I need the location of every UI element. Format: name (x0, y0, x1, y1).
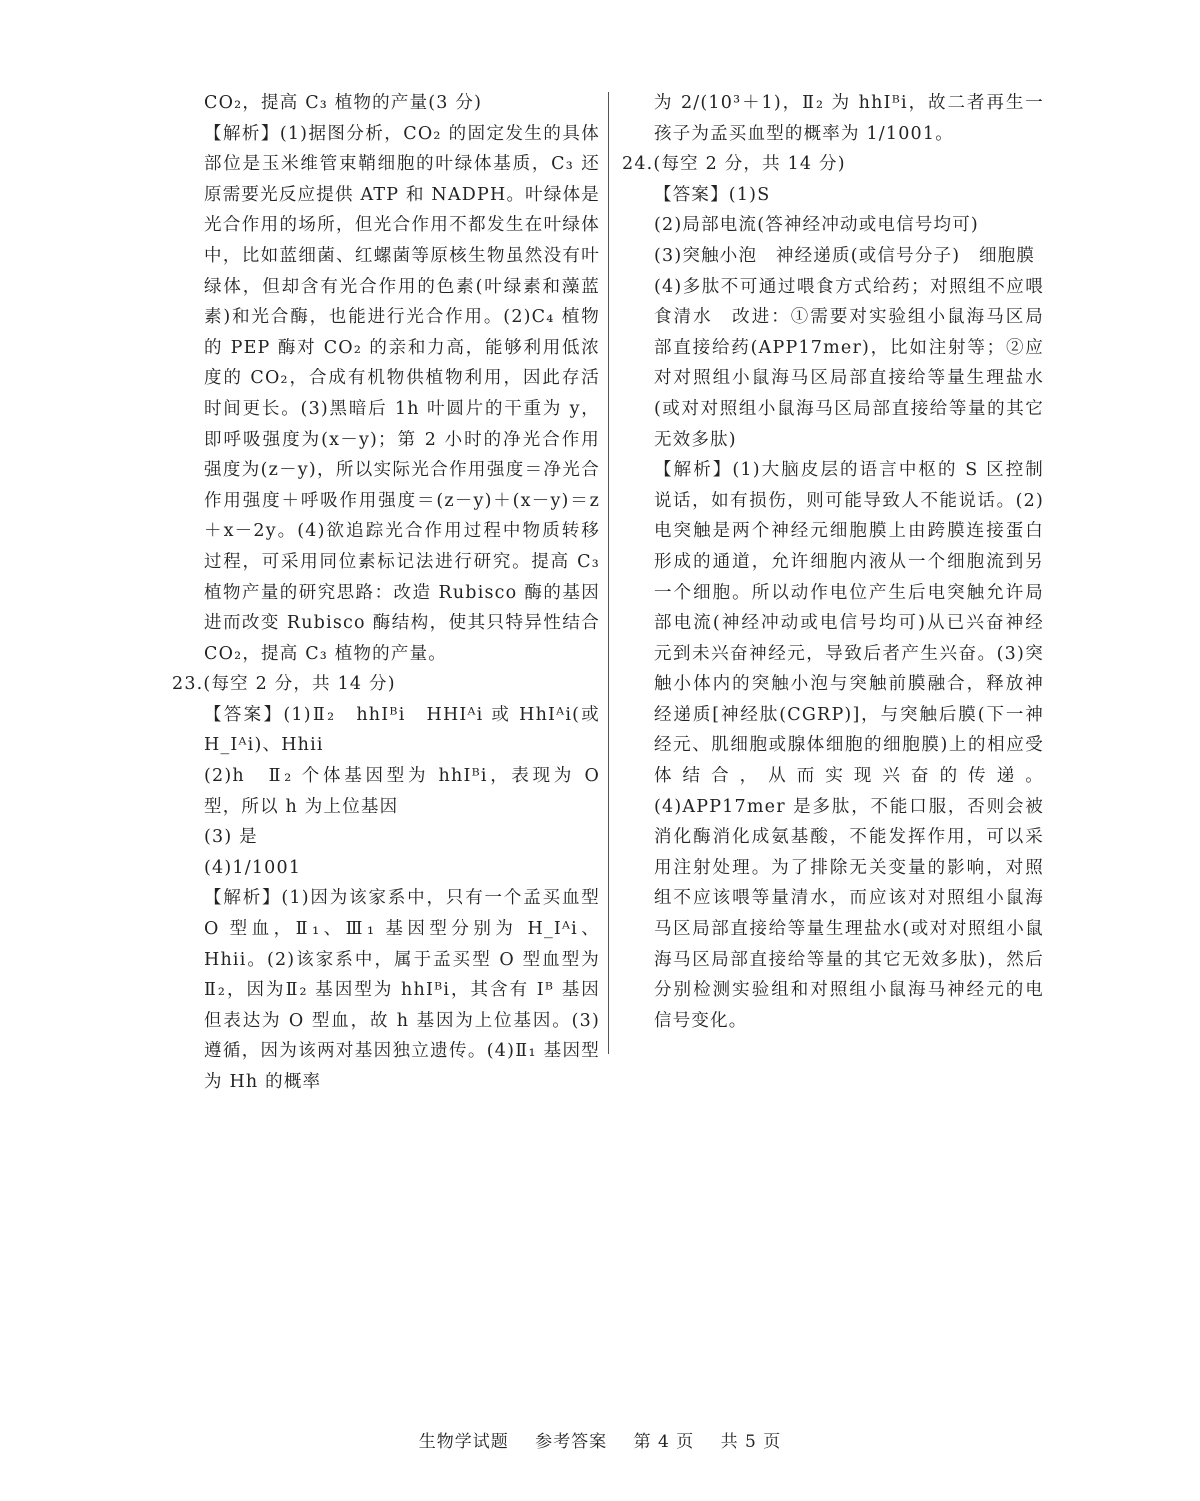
answer-24-part1: 【答案】(1)S (654, 184, 771, 205)
footer-page: 第 4 页 (633, 1432, 695, 1452)
page-footer (0, 1427, 1200, 1452)
answer-24-part3: (3)突触小泡 神经递质(或信号分子) 细胞膜 (654, 245, 1036, 266)
footer-total: 共 5 页 (720, 1432, 782, 1452)
explanation-23: 【解析】(1)因为该家系中，只有一个孟买血型 O 型血，Ⅱ₁、Ⅲ₁ 基因型分别为 H_Iᴬi、Hhii。(2)该家系中，属于孟买型 O 型血型为Ⅱ₂，因为Ⅱ₂ 基因型为 hhIᴮi，其含有 Iᴮ 基因但表达为 O 型血，故 h 基因为上位基因。(3)遵循，因为该两对基因独立遗传。(4)Ⅱ₁ 基因型为 Hh 的概率 (204, 888, 600, 1092)
column-divider (608, 92, 609, 1054)
answer-23-part2: (2)h Ⅱ₂ 个体基因型为 hhIᴮi，表现为 O 型，所以 h 为上位基因 (204, 766, 600, 817)
right-column (622, 88, 1044, 1036)
answer-24-part4: (4)多肽不可通过喂食方式给药；对照组不应喂食清水 改进：①需要对实验组小鼠海马区局部直接给药(APP17mer)，比如注射等；②应对对照组小鼠海马区局部直接给等量生理盐水(或对对照组小鼠海马区局部直接给等量的其它无效多肽) (654, 276, 1044, 450)
right-continuation: 为 2/(10³＋1)，Ⅱ₂ 为 hhIᴮi，故二者再生一孩子为孟买血型的概率为 1/1001。 (654, 93, 1044, 144)
answer-23-part3: (3) 是 (204, 827, 258, 848)
answer-23-part1: 【答案】(1)Ⅱ₂ hhIᴮi HHIᴬi 或 HhIᴬi(或 H_Iᴬi)、Hhii (204, 704, 600, 756)
answer-23-part4: (4)1/1001 (204, 857, 302, 878)
footer-subject: 生物学试题 (418, 1432, 509, 1452)
footer-type: 参考答案 (535, 1432, 608, 1452)
question-24-header: 24.(每空 2 分，共 14 分) (622, 154, 846, 175)
question-23-header: 23.(每空 2 分，共 14 分) (172, 674, 396, 695)
left-continuation: CO₂，提高 C₃ 植物的产量(3 分) (204, 93, 483, 113)
left-column (172, 88, 600, 1098)
explanation-24: 【解析】(1)大脑皮层的语言中枢的 S 区控制说话，如有损伤，则可能导致人不能说话。(2)电突触是两个神经元细胞膜上由跨膜连接蛋白形成的通道，允许细胞内液从一个细胞流到另一个细胞。所以动作电位产生后电突触允许局部电流(神经冲动或电信号均可)从已兴奋神经元到未兴奋神经元，导致后者产生兴奋。(3)突触小体内的突触小泡与突触前膜融合，释放神经递质[神经肽(CGRP)]，与突触后膜(下一神经元、肌细胞或腺体细胞的细胞膜)上的相应受体结合，从而实现兴奋的传递。(4)APP17mer 是多肽，不能口服，否则会被消化酶消化成氨基酸，不能发挥作用，可以采用注射处理。为了排除无关变量的影响，对照组不应该喂等量清水，而应该对对照组小鼠海马区局部直接给等量生理盐水(或对对照组小鼠海马区局部直接给等量的其它无效多肽)，然后分别检测实验组和对照组小鼠海马神经元的电信号变化。 (654, 460, 1044, 1031)
answer-24-part2: (2)局部电流(答神经冲动或电信号均可) (654, 215, 979, 236)
left-explanation-22: 【解析】(1)据图分析，CO₂ 的固定发生的具体部位是玉米维管束鞘细胞的叶绿体基质，C₃ 还原需要光反应提供 ATP 和 NADPH。叶绿体是光合作用的场所，但光合作用不都发生在叶绿体中，比如蓝细菌、红螺菌等原核生物虽然没有叶绿体，但却含有光合作用的色素(叶绿素和藻蓝素)和光合酶，也能进行光合作用。(2)C₄ 植物的 PEP 酶对 CO₂ 的亲和力高，能够利用低浓度的 CO₂，合成有机物供植物利用，因此存活时间更长。(3)黑暗后 1h 叶圆片的干重为 y，即呼吸强度为(x－y)；第 2 小时的净光合作用强度为(z－y)，所以实际光合作用强度＝净光合作用强度＋呼吸作用强度＝(z－y)＋(x－y)＝z＋x－2y。(4)欲追踪光合作用过程中物质转移过程，可采用同位素标记法进行研究。提高 C₃ 植物产量的研究思路：改造 Rubisco 酶的基因进而改变 Rubisco 酶结构，使其只特异性结合 CO₂，提高 C₃ 植物的产量。 (204, 123, 600, 664)
